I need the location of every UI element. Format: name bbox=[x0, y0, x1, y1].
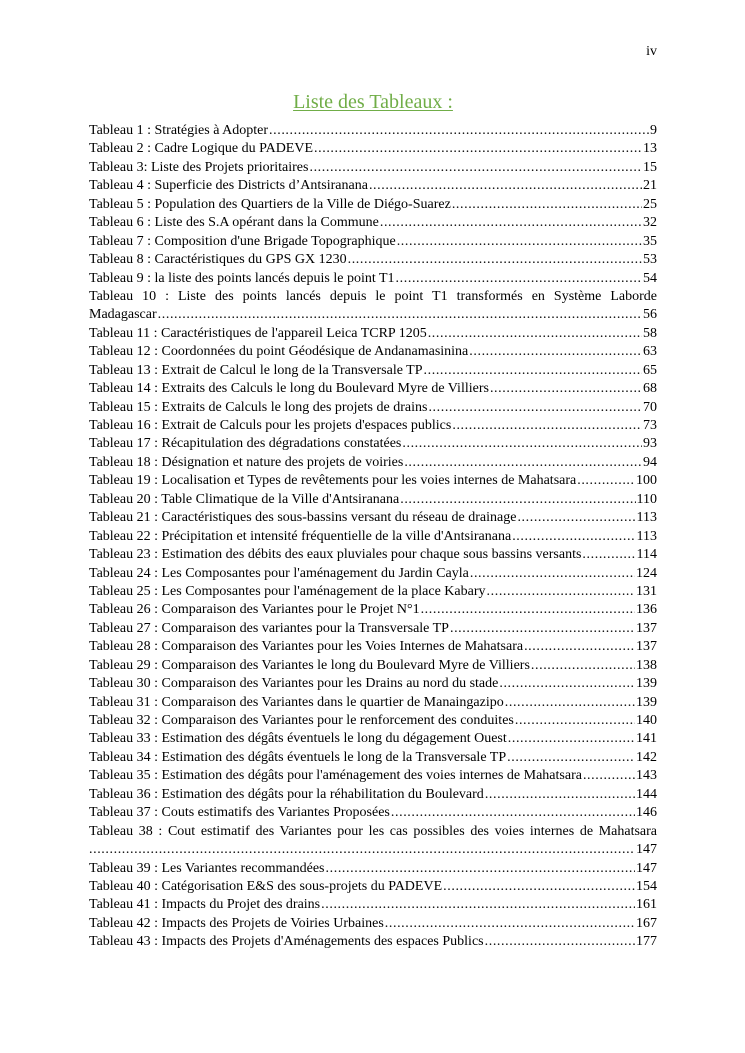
dot-leader bbox=[531, 657, 635, 675]
dot-leader bbox=[391, 804, 635, 822]
dot-leader bbox=[321, 896, 635, 914]
toc-entry[interactable] bbox=[89, 712, 657, 730]
entry-label: Tableau 14 : Extraits des Calculs le long du Boulevard Myre de Villiers bbox=[89, 381, 489, 397]
dot-leader bbox=[469, 343, 642, 361]
toc-entry[interactable] bbox=[89, 896, 657, 914]
entry-label: Tableau 13 : Extrait de Calcul le long de la Transversale TP bbox=[89, 362, 423, 378]
entry-page: 100 bbox=[636, 473, 657, 489]
dot-leader bbox=[314, 140, 642, 158]
entry-label: Tableau 12 : Coordonnées du point Géodésique de Andanamasinina bbox=[89, 344, 469, 360]
dot-leader bbox=[385, 915, 635, 933]
dot-leader bbox=[428, 399, 642, 417]
entry-page: 56 bbox=[643, 307, 657, 323]
entry-label: Tableau 27 : Comparaison des variantes pour la Transversale TP bbox=[89, 620, 449, 636]
dot-leader bbox=[89, 841, 635, 859]
dot-leader bbox=[490, 380, 642, 398]
dot-leader bbox=[508, 730, 635, 748]
toc-entry[interactable] bbox=[89, 454, 657, 472]
entry-label: Tableau 9 : la liste des points lancés depuis le point T1 bbox=[89, 270, 395, 286]
entry-label-line1: Tableau 38 : Cout estimatif des Variantes pour les cas possibles des voies internes de Mahatsara bbox=[89, 823, 657, 839]
entry-label: Tableau 34 : Estimation des dégâts éventuels le long de la Transversale TP bbox=[89, 749, 507, 765]
entry-label: Tableau 22 : Précipitation et intensité fréquentielle de la ville d'Antsiranana bbox=[89, 528, 512, 544]
toc-entry[interactable] bbox=[89, 565, 657, 583]
toc-entry[interactable] bbox=[89, 694, 657, 712]
entry-label: Tableau 21 : Caractéristiques des sous-bassins versant du réseau de drainage bbox=[89, 510, 517, 526]
entry-page: 94 bbox=[643, 454, 657, 470]
entry-label: Tableau 30 : Comparaison des Variantes pour les Drains au nord du stade bbox=[89, 676, 499, 692]
toc-entry[interactable] bbox=[89, 288, 657, 325]
entry-label: Tableau 25 : Les Composantes pour l'aménagement de la place Kabary bbox=[89, 583, 486, 599]
entry-label: Tableau 20 : Table Climatique de la Ville d'Antsiranana bbox=[89, 491, 400, 507]
dot-leader bbox=[158, 306, 642, 324]
entry-page: 147 bbox=[636, 860, 657, 876]
dot-leader bbox=[380, 214, 642, 232]
entry-page: 154 bbox=[636, 878, 657, 894]
dot-leader bbox=[397, 233, 642, 251]
dot-leader bbox=[517, 509, 635, 527]
dot-leader bbox=[577, 472, 635, 490]
dot-leader bbox=[452, 417, 642, 435]
toc-entry[interactable] bbox=[89, 860, 657, 878]
entry-label: Tableau 8 : Caractéristiques du GPS GX 1230 bbox=[89, 252, 347, 268]
dot-leader bbox=[443, 878, 635, 896]
toc-entry[interactable] bbox=[89, 509, 657, 527]
entry-page: 53 bbox=[643, 252, 657, 268]
entry-label: Tableau 11 : Caractéristiques de l'appareil Leica TCRP 1205 bbox=[89, 325, 427, 341]
dot-leader bbox=[450, 620, 635, 638]
entry-page: 142 bbox=[636, 749, 657, 765]
toc-entry[interactable] bbox=[89, 343, 657, 361]
entry-page: 140 bbox=[636, 713, 657, 728]
entry-page: 73 bbox=[643, 418, 657, 433]
toc-entry[interactable] bbox=[89, 601, 657, 619]
dot-leader bbox=[485, 786, 635, 804]
entry-label: Tableau 43 : Impacts des Projets d'Aménagements des espaces Publics bbox=[89, 934, 484, 950]
dot-leader bbox=[582, 546, 635, 564]
dot-leader bbox=[512, 528, 635, 546]
entry-page: 144 bbox=[636, 786, 657, 802]
toc-entry[interactable] bbox=[89, 140, 657, 158]
toc-entry[interactable] bbox=[89, 638, 657, 656]
toc-entry[interactable] bbox=[89, 767, 657, 785]
entry-label: Tableau 16 : Extrait de Calculs pour les projets d'espaces publics bbox=[89, 418, 452, 433]
entry-page: 58 bbox=[643, 325, 657, 341]
dot-leader bbox=[487, 583, 635, 601]
toc-entry[interactable] bbox=[89, 177, 657, 195]
toc-entry[interactable] bbox=[89, 270, 657, 288]
entry-label: Tableau 2 : Cadre Logique du PADEVE bbox=[89, 141, 314, 157]
dot-leader bbox=[369, 177, 642, 195]
dot-leader bbox=[515, 712, 635, 730]
toc-entry[interactable] bbox=[89, 233, 657, 251]
dot-leader bbox=[485, 933, 635, 951]
entry-label: Tableau 1 : Stratégies à Adopter bbox=[89, 123, 269, 138]
toc-entry[interactable] bbox=[89, 362, 657, 380]
dot-leader bbox=[400, 491, 635, 509]
toc-entry[interactable] bbox=[89, 472, 657, 490]
entry-page: 143 bbox=[636, 768, 657, 784]
entry-page: 32 bbox=[643, 215, 657, 231]
entry-label: Tableau 4 : Superficie des Districts d’Antsiranana bbox=[89, 178, 368, 194]
entry-label: Tableau 24 : Les Composantes pour l'aménagement du Jardin Cayla bbox=[89, 565, 469, 581]
entry-label: Tableau 40 : Catégorisation E&S des sous-projets du PADEVE bbox=[89, 878, 443, 894]
entry-label: Tableau 36 : Estimation des dégâts pour la réhabilitation du Boulevard bbox=[89, 786, 484, 802]
entry-page: 110 bbox=[636, 491, 657, 507]
entry-page: 113 bbox=[636, 510, 657, 526]
entry-page: 25 bbox=[643, 196, 657, 212]
entry-page: 147 bbox=[636, 842, 657, 858]
toc-entry[interactable] bbox=[89, 546, 657, 564]
dot-leader bbox=[309, 159, 642, 177]
page-title bbox=[89, 90, 657, 114]
toc-entry[interactable] bbox=[89, 399, 657, 417]
toc-entry[interactable] bbox=[89, 214, 657, 232]
dot-leader bbox=[396, 270, 642, 288]
dot-leader bbox=[269, 122, 649, 140]
toc-entry[interactable] bbox=[89, 620, 657, 638]
entry-page: 65 bbox=[643, 362, 657, 378]
toc-entry[interactable] bbox=[89, 675, 657, 693]
toc-entry[interactable] bbox=[89, 583, 657, 601]
entry-label: Tableau 31 : Comparaison des Variantes dans le quartier de Manaingazipo bbox=[89, 694, 504, 710]
dot-leader bbox=[452, 196, 642, 214]
entry-page: 137 bbox=[636, 620, 657, 636]
entry-page: 124 bbox=[636, 565, 657, 581]
page-number: iv bbox=[646, 44, 657, 59]
entry-page: 137 bbox=[636, 639, 657, 655]
entry-label: Tableau 35 : Estimation des dégâts pour l'aménagement des voies internes de Mahatsara bbox=[89, 768, 582, 784]
toc-entry[interactable] bbox=[89, 786, 657, 804]
toc-entry[interactable] bbox=[89, 878, 657, 896]
dot-leader bbox=[348, 251, 642, 269]
entry-page: 63 bbox=[643, 344, 657, 360]
toc-entry[interactable] bbox=[89, 380, 657, 398]
entry-label: Tableau 28 : Comparaison des Variantes pour les Voies Internes de Mahatsara bbox=[89, 639, 524, 655]
toc-entry[interactable] bbox=[89, 933, 657, 951]
entry-page: 136 bbox=[636, 602, 657, 618]
toc-entry[interactable] bbox=[89, 804, 657, 822]
toc-entry[interactable] bbox=[89, 749, 657, 767]
entry-page: 54 bbox=[643, 270, 657, 286]
entry-label: Tableau 5 : Population des Quartiers de la Ville de Diégo-Suarez bbox=[89, 196, 451, 212]
entry-label: Tableau 32 : Comparaison des Variantes pour le renforcement des conduites bbox=[89, 713, 514, 728]
entry-label-line2: Madagascar bbox=[89, 307, 157, 323]
entry-page: 21 bbox=[643, 178, 657, 194]
entry-label: Tableau 17 : Récapitulation des dégradations constatées bbox=[89, 436, 402, 452]
entry-label: Tableau 18 : Désignation et nature des projets de voiries bbox=[89, 454, 404, 470]
toc-entry[interactable] bbox=[89, 823, 657, 860]
entry-label: Tableau 39 : Les Variantes recommandées bbox=[89, 860, 325, 876]
dot-leader bbox=[507, 749, 635, 767]
dot-leader bbox=[470, 565, 635, 583]
toc-entry[interactable] bbox=[89, 417, 657, 435]
entry-page: 146 bbox=[636, 805, 657, 821]
dot-leader bbox=[524, 638, 635, 656]
toc-entry[interactable] bbox=[89, 435, 657, 453]
entry-page: 35 bbox=[643, 233, 657, 249]
dot-leader bbox=[583, 767, 635, 785]
entry-page: 141 bbox=[636, 731, 657, 747]
entry-page: 68 bbox=[643, 381, 657, 397]
entry-label: Tableau 41 : Impacts du Projet des drains bbox=[89, 897, 321, 913]
entry-label: Tableau 29 : Comparaison des Variantes le long du Boulevard Myre de Villiers bbox=[89, 657, 530, 673]
entry-label: Tableau 7 : Composition d'une Brigade Topographique bbox=[89, 233, 396, 249]
entry-page: 167 bbox=[636, 915, 657, 931]
entry-page: 13 bbox=[643, 141, 657, 157]
entry-label: Tableau 37 : Couts estimatifs des Variantes Proposées bbox=[89, 805, 390, 821]
entry-label: Tableau 33 : Estimation des dégâts éventuels le long du dégagement Ouest bbox=[89, 731, 507, 747]
entry-page: 138 bbox=[636, 657, 657, 673]
entry-page: 113 bbox=[636, 528, 657, 544]
entry-label: Tableau 6 : Liste des S.A opérant dans la Commune bbox=[89, 215, 379, 231]
toc-entry[interactable] bbox=[89, 325, 657, 343]
table-of-tables bbox=[89, 122, 657, 952]
toc-entry[interactable] bbox=[89, 915, 657, 933]
entry-label: Tableau 42 : Impacts des Projets de Voiries Urbaines bbox=[89, 915, 384, 931]
dot-leader bbox=[505, 694, 635, 712]
entry-page: 114 bbox=[636, 547, 657, 563]
entry-label-line1: Tableau 10 : Liste des points lancés depuis le point T1 transformés en Système Laborde bbox=[89, 288, 657, 304]
toc-entry[interactable] bbox=[89, 528, 657, 546]
entry-page: 9 bbox=[650, 123, 657, 138]
entry-page: 139 bbox=[636, 694, 657, 710]
entry-page: 177 bbox=[636, 934, 657, 950]
entry-page: 161 bbox=[636, 897, 657, 913]
title-text: Liste des Tableaux : bbox=[293, 91, 453, 113]
entry-label: Tableau 3: Liste des Projets prioritaires bbox=[89, 159, 309, 175]
entry-label: Tableau 19 : Localisation et Types de revêtements pour les voies internes de Mahatsara bbox=[89, 473, 577, 489]
toc-entry[interactable] bbox=[89, 196, 657, 214]
dot-leader bbox=[404, 454, 642, 472]
entry-page: 70 bbox=[643, 399, 657, 415]
toc-entry[interactable] bbox=[89, 251, 657, 269]
entry-page: 15 bbox=[643, 159, 657, 175]
dot-leader bbox=[428, 325, 642, 343]
toc-entry[interactable] bbox=[89, 657, 657, 675]
toc-entry[interactable] bbox=[89, 159, 657, 177]
dot-leader bbox=[421, 601, 635, 619]
entry-page: 93 bbox=[643, 436, 657, 452]
entry-page: 131 bbox=[636, 583, 657, 599]
dot-leader bbox=[424, 362, 642, 380]
entry-page: 139 bbox=[636, 676, 657, 692]
toc-entry[interactable] bbox=[89, 122, 657, 140]
toc-entry[interactable] bbox=[89, 491, 657, 509]
toc-entry[interactable] bbox=[89, 730, 657, 748]
dot-leader bbox=[402, 435, 642, 453]
entry-label: Tableau 26 : Comparaison des Variantes pour le Projet N°1 bbox=[89, 602, 420, 618]
entry-label: Tableau 23 : Estimation des débits des eaux pluviales pour chaque sous bassins versants bbox=[89, 547, 582, 563]
entry-label: Tableau 15 : Extraits de Calculs le long des projets de drains bbox=[89, 399, 428, 415]
dot-leader bbox=[499, 675, 635, 693]
dot-leader bbox=[326, 860, 635, 878]
